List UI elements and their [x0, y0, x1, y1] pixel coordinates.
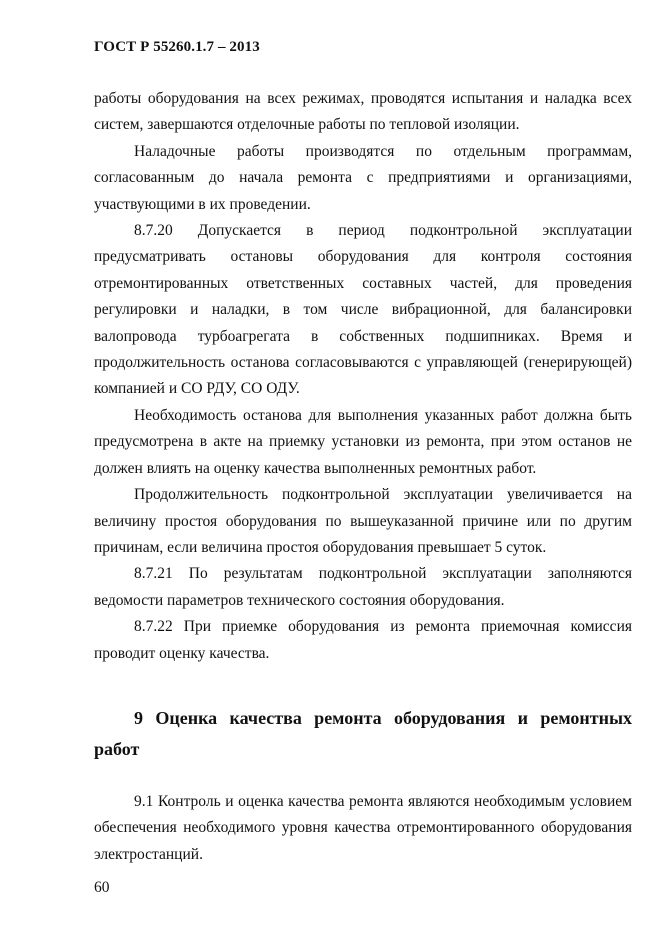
page-number: 60	[94, 879, 110, 896]
paragraph-continuation: работы оборудования на всех режимах, проводятся испытания и наладка всех систем, завершаются отделочные работы по тепловой изоляции.	[94, 90, 632, 134]
body-text	[94, 86, 632, 667]
section-body-text	[94, 789, 632, 868]
paragraph-operation-duration: Продолжительность подконтрольной эксплуатации увеличивается на величину простоя оборудования по вышеуказанной причине или по другим причинам, если величина простоя оборудования превышает 5 суток.	[94, 486, 632, 556]
paragraph-commissioning-works: Наладочные работы производятся по отдельным программам, согласованным до начала ремонта с предприятиями и организациями, участвующими в их проведении.	[94, 142, 632, 213]
paragraph-9-1: 9.1 Контроль и оценка качества ремонта являются необходимым условием обеспечения необходимого уровня качества отремонтированного оборудования электростанций.	[94, 793, 632, 863]
paragraph-8-7-22: 8.7.22 При приемке оборудования из ремонта приемочная комиссия проводит оценку качества.	[94, 618, 632, 662]
section-heading: 9 Оценка качества ремонта оборудования и ремонтных работ	[94, 708, 632, 759]
paragraph-shutdown-necessity: Необходимость останова для выполнения указанных работ должна быть предусмотрена в акте на приемку установки из ремонта, при этом останов не должен влиять на оценку качества выполненных ремонтных работ.	[94, 406, 632, 477]
document-header: ГОСТ Р 55260.1.7 – 2013	[94, 39, 260, 55]
paragraph-8-7-20: 8.7.20 Допускается в период подконтрольной эксплуатации предусматривать остановы оборудования для контроля состояния отремонтированных ответственных составных частей, для проведения регулировки и наладки, в том числе вибрационной, для балансировки валопровода турбоагрегата в собственных подшипниках. Время и продолжительность останова согласовываются с управляющей (генерирующей) компанией и СО РДУ, СО ОДУ.	[94, 222, 632, 398]
paragraph-8-7-21: 8.7.21 По результатам подконтрольной эксплуатации заполняются ведомости параметров технического состояния оборудования.	[94, 565, 632, 609]
